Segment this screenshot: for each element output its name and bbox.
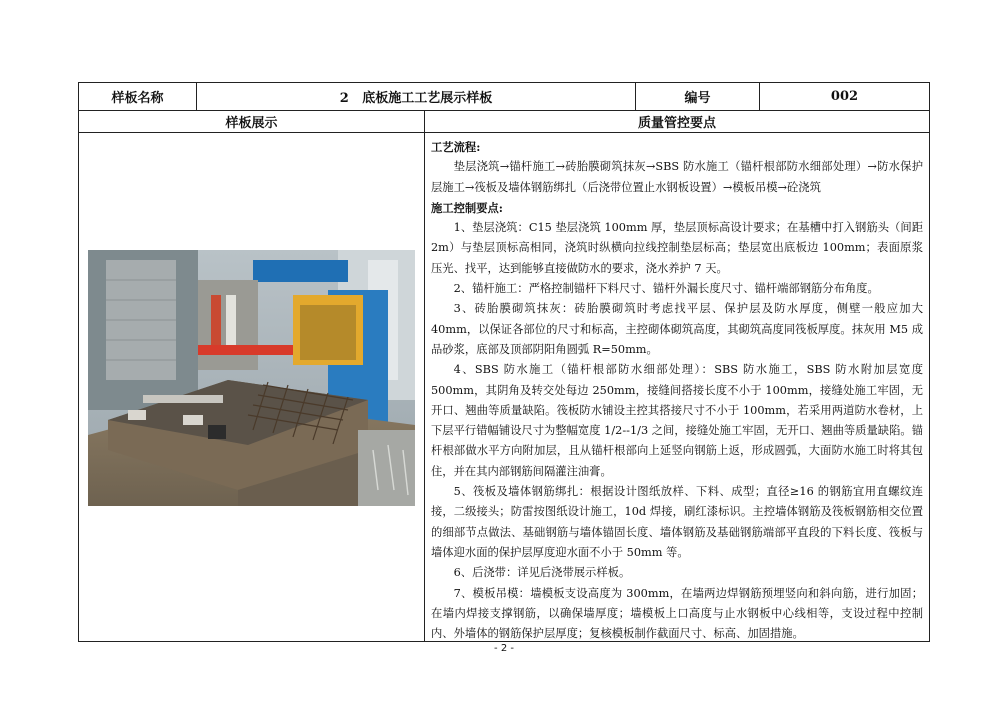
control-point-5: 5、筏板及墙体钢筋绑扎：根据设计图纸放样、下料、成型；直径≥16 的钢筋宜用直螺纹连接，二级接头；防雷按图纸设计施工，10d 焊接，刷红漆标识。主控墙体钢筋及筏板钢筋相交位置的细部节点做法、基础钢筋与墙体锚固长度、墙体钢筋及基础钢筋端部平直段的下料长度、筏板与墙体迎水面的保护层厚度迎水面不小于 50mm 等。 bbox=[431, 485, 923, 559]
control-point-4: 4、SBS 防水施工（锚杆根部防水细部处理）：SBS 防水施工，SBS 防水附加层宽度 500mm，其阴角及转交处每边 250mm，接缝间搭接长度不小于 100mm，接缝处施工牢固，无开口、翘曲等质量缺陷。筏板防水铺设主控其搭接尺寸不小于 100mm，若采用两道防水卷材，上下层平行错幅铺设尺寸为整幅宽度 1/2--1/3 之间，接缝处施工牢固，无开口、翘曲等质量缺陷。锚杆根部做水平方向附加层，且从锚杆根部向上延竖向钢筋上返，形成圆弧，大面防水施工时将其包住，并在其内部钢筋间隔灌注油膏。 bbox=[431, 363, 923, 478]
control-point-7: 7、模板吊模：墙模板支设高度为 300mm，在墙两边焊钢筋预埋竖向和斜向筋，进行加固；在墙内焊接支撑钢筋，以确保墙厚度；墙模板上口高度与止水钢板中心线相等，支设过程中控制内、外墙体的钢筋保护层厚度；复核模板制作截面尺寸、标高、加固措施。 bbox=[431, 586, 923, 641]
process-title: 工艺流程: bbox=[431, 140, 481, 154]
construction-model-image bbox=[88, 250, 415, 506]
control-point-2: 2、锚杆施工：严格控制锚杆下料尺寸、锚杆外漏长度尺寸、锚杆端部钢筋分布角度。 bbox=[453, 282, 879, 296]
header-row bbox=[79, 83, 929, 111]
quality-control-cell bbox=[425, 133, 929, 641]
sample-board-photo bbox=[88, 250, 415, 506]
name-label: 样板名称 bbox=[79, 83, 197, 110]
name-value: 2 底板施工工艺展示样板 bbox=[197, 83, 636, 110]
page-number: - 2 - bbox=[494, 643, 514, 654]
display-cell bbox=[79, 133, 425, 641]
display-header: 样板展示 bbox=[79, 110, 425, 132]
subheader-row bbox=[79, 110, 929, 133]
number-value: 002 bbox=[830, 89, 859, 104]
process-text: 垫层浇筑→锚杆施工→砖胎膜砌筑抹灰→SBS 防水施工（锚杆根部防水细部处理）→防水保护层施工→筏板及墙体钢筋绑扎（后浇带位置止水钢板设置）→模板吊模→砼浇筑 bbox=[431, 160, 923, 194]
control-point-3: 3、砖胎膜砌筑抹灰：砖胎膜砌筑时考虑找平层、保护层及防水厚度，侧壁一般应加大 40mm，以保证各部位的尺寸和标高，主控砌体砌筑高度，其砌筑高度同筏板厚度。抹灰用 M5 成品砂浆，底部及顶部阴阳角圆弧 R=50mm。 bbox=[431, 302, 923, 356]
control-point-6: 6、后浇带：详见后浇带展示样板。 bbox=[453, 566, 631, 580]
control-point-1: 1、垫层浇筑：C15 垫层浇筑 100mm 厚，垫层顶标高设计要求；在基槽中打入钢筋头（间距 2m）与垫层顶标高相同，浇筑时纵横向拉线控制垫层标高；垫层宽出底板边 100mm；表面原浆压光、找平，达到能够直接做防水的要求，浇水养护 7 天。 bbox=[431, 221, 923, 275]
quality-control-header: 质量管控要点 bbox=[637, 115, 716, 131]
number-label: 编号 bbox=[636, 83, 760, 110]
control-title: 施工控制要点: bbox=[431, 200, 503, 215]
sample-board-table bbox=[78, 82, 930, 642]
